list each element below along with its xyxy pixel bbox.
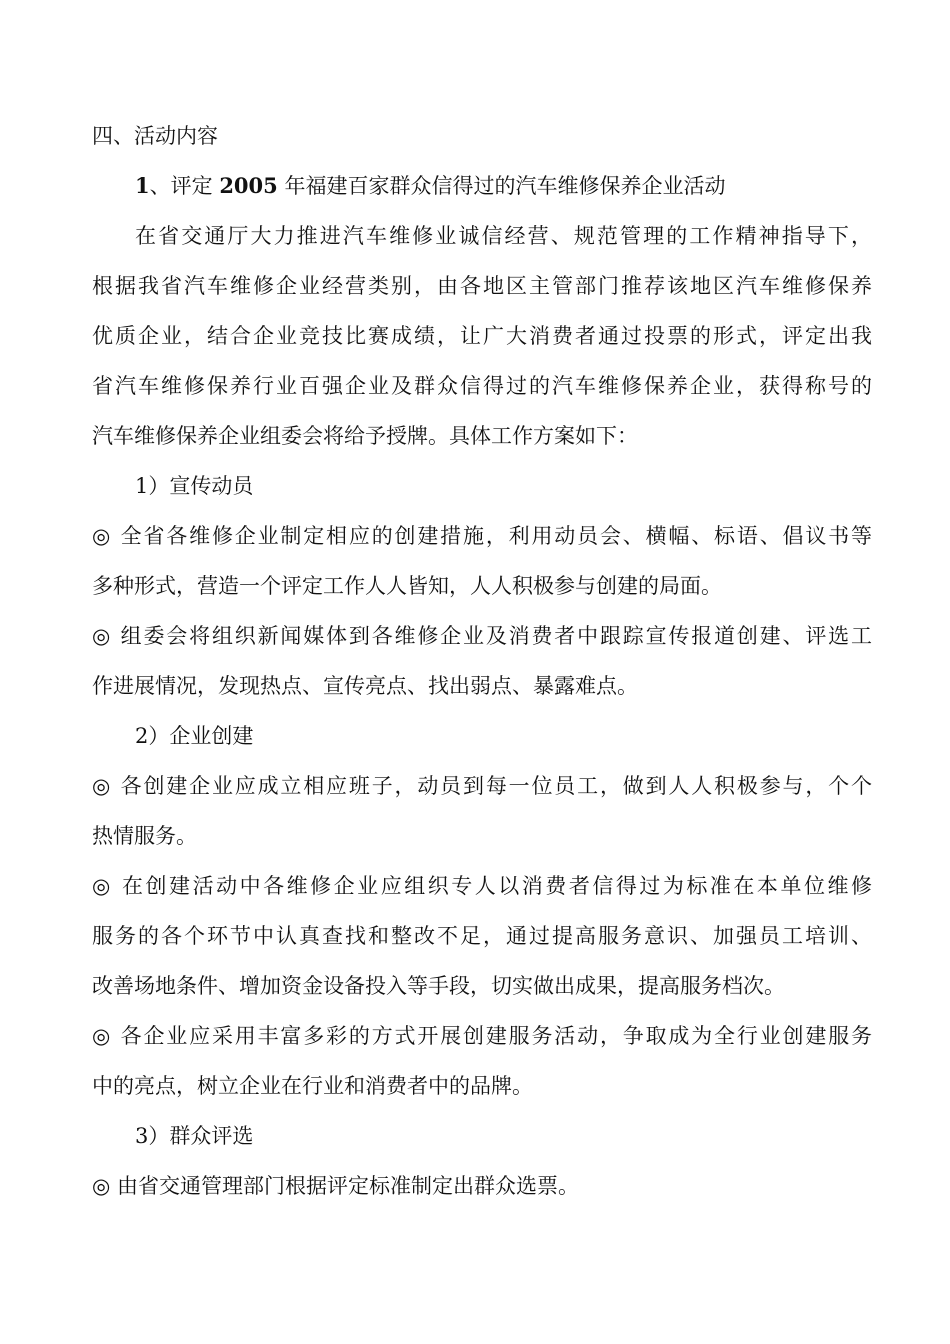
intro-line-1: 在省交通厅大力推进汽车维修业诚信经营、规范管理的工作精神指导下， — [135, 224, 872, 248]
step3-line-1: ◎ 由省交通管理部门根据评定标准制定出群众选票。 — [92, 1174, 579, 1198]
step1-line-1: ◎ 全省各维修企业制定相应的创建措施，利用动员会、横幅、标语、倡议书等 — [92, 524, 872, 548]
subheading-rest: 年福建百家群众信得过的汽车维修保养企业活动 — [277, 174, 726, 198]
intro-line-3: 优质企业，结合企业竞技比赛成绩，让广大消费者通过投票的形式，评定出我 — [92, 324, 872, 348]
subheading-number: 1 — [135, 173, 150, 198]
subheading-year: 2005 — [219, 173, 278, 198]
section-heading: 四、活动内容 — [92, 124, 218, 148]
step2-line-1: ◎ 各创建企业应成立相应班子，动员到每一位员工，做到人人积极参与，个个 — [92, 774, 872, 798]
step2-line-4: 服务的各个环节中认真查找和整改不足，通过提高服务意识、加强员工培训、 — [92, 924, 872, 948]
step1-title: 1）宣传动员 — [135, 474, 254, 498]
step2-title: 2）企业创建 — [135, 724, 254, 748]
intro-line-5: 汽车维修保养企业组委会将给予授牌。具体工作方案如下： — [92, 424, 638, 448]
step1-line-3: ◎ 组委会将组织新闻媒体到各维修企业及消费者中跟踪宣传报道创建、评选工 — [92, 624, 872, 648]
step2-line-5: 改善场地条件、增加资金设备投入等手段，切实做出成果，提高服务档次。 — [92, 974, 785, 998]
step2-line-7: 中的亮点，树立企业在行业和消费者中的品牌。 — [92, 1074, 533, 1098]
step2-line-3: ◎ 在创建活动中各维修企业应组织专人以消费者信得过为标准在本单位维修 — [92, 874, 872, 898]
subheading-separator: 、评定 — [149, 174, 220, 198]
step3-title: 3）群众评选 — [135, 1124, 254, 1148]
step1-line-2: 多种形式，营造一个评定工作人人皆知，人人积极参与创建的局面。 — [92, 574, 722, 598]
step2-line-6: ◎ 各企业应采用丰富多彩的方式开展创建服务活动，争取成为全行业创建服务 — [92, 1024, 872, 1048]
intro-line-4: 省汽车维修保养行业百强企业及群众信得过的汽车维修保养企业，获得称号的 — [92, 374, 872, 398]
intro-line-2: 根据我省汽车维修企业经营类别，由各地区主管部门推荐该地区汽车维修保养 — [92, 274, 872, 298]
step2-line-2: 热情服务。 — [92, 824, 197, 848]
subheading — [135, 171, 872, 201]
step1-line-4: 作进展情况，发现热点、宣传亮点、找出弱点、暴露难点。 — [92, 674, 638, 698]
